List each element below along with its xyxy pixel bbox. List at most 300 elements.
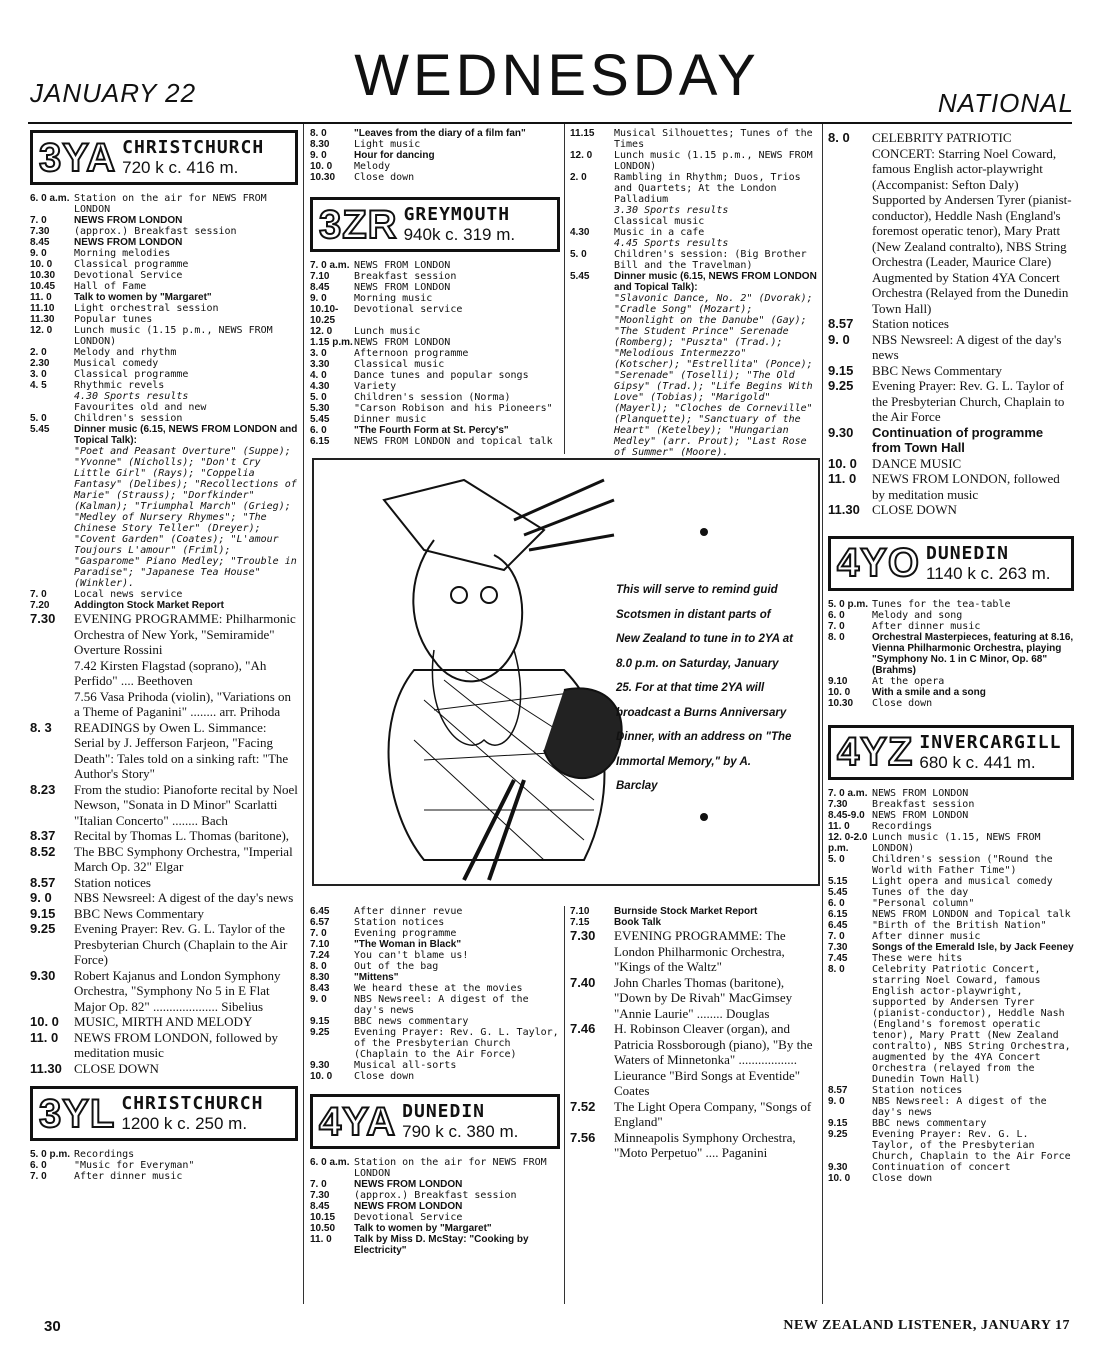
schedule-text: NEWS FROM LONDON [74, 215, 183, 226]
header-date: JANUARY 22 [30, 78, 197, 108]
schedule-item [30, 226, 298, 237]
schedule-text: Musical all-sorts [354, 1060, 457, 1071]
schedule-text: Hall of Fame [74, 281, 147, 292]
schedule-item [828, 1129, 1074, 1162]
schedule-item [30, 611, 298, 658]
schedule-item [570, 917, 818, 928]
schedule-time: 8.57 [828, 316, 854, 331]
schedule-item [570, 227, 818, 238]
schedule-text: After dinner music [872, 620, 981, 632]
schedule-item [570, 150, 818, 172]
schedule-item [570, 928, 818, 975]
schedule-list [570, 928, 818, 1161]
schedule-text: CELEBRITY PATRIOTIC CONCERT: Starring Noel Coward, famous English actor-playwright (Accompanist: Sefton Daly) Supported by Andersen Tyrer (pianist-conductor), Heddle Nash (England's foremost operatic tenor), Mary Pratt (New Zealand contralto), NBS String Orchestra (Leader, Maurice Clare) Augmented by Station 4YA Concert Orchestra (Relayed from the Dunedin Town Hall) [872, 130, 1072, 316]
schedule-text: "Birth of the British Nation" [872, 919, 1047, 931]
schedule-text: Recordings [74, 1149, 135, 1160]
schedule-item [30, 413, 298, 424]
schedule-item [828, 1173, 1074, 1184]
schedule-text: Celebrity Patriotic Concert, starring Noel Coward, famous English actor-playwright, supported by Andersen Tyrer (pianist-conductor), Heddle Nash (England's foremost operatic tenor), Mary Pratt (New Zealand contralto), NBS String Orchestra, augmented by the 4YA Concert Orchestra (relayed from the Dunedin Town Hall) [872, 963, 1071, 1085]
schedule-item [310, 972, 560, 983]
schedule-text: EVENING PROGRAMME: Philharmonic Orchestra of New York, "Semiramide" Overture Rossini [74, 611, 296, 657]
schedule-time: 11. 0 [310, 1234, 332, 1245]
schedule-text: Close down [354, 1071, 415, 1082]
schedule-item [30, 369, 298, 380]
station-frequency: 1140 k c. 263 m. [926, 563, 1051, 583]
schedule-text: Melody and song [872, 609, 963, 621]
schedule-text: Station notices [872, 1084, 963, 1096]
schedule-text: Melody [354, 161, 391, 172]
schedule-item [828, 876, 1074, 887]
schedule-time: 7. 0 [828, 930, 845, 942]
schedule-item [30, 600, 298, 611]
schedule-item [570, 1021, 818, 1099]
schedule-item [30, 589, 298, 600]
schedule-text: Out of the bag [354, 961, 439, 972]
schedule-text: Songs of the Emerald Isle, by Jack Feeney [872, 941, 1074, 953]
schedule-item [310, 1190, 560, 1201]
schedule-text: Dinner music (6.15, NEWS FROM LONDON and Topical Talk): [614, 271, 817, 293]
schedule-time: 8.52 [30, 843, 56, 859]
schedule-text: Morning melodies [74, 248, 171, 259]
schedule-time: 8.23 [30, 781, 56, 797]
schedule-item [30, 303, 298, 314]
schedule-time: 7. 0 [30, 1171, 47, 1182]
schedule-item [30, 689, 298, 720]
header-edition: NATIONAL [937, 88, 1074, 118]
schedule-item [30, 921, 298, 968]
schedule-text: Children's session [74, 413, 183, 424]
schedule-time: 9.25 [310, 1027, 330, 1038]
schedule-time: 5. 0 [30, 413, 47, 424]
schedule-text: Tunes for the tea-table [872, 598, 1011, 610]
schedule-text: Lunch music (1.15 p.m., NEWS FROM LONDON) [74, 325, 273, 347]
schedule-item [310, 906, 560, 917]
schedule-time: 7. 0 [828, 620, 845, 632]
schedule-item [828, 810, 1074, 821]
schedule-time: 7.30 [828, 941, 848, 953]
schedule-time: 10.50 [310, 1223, 336, 1234]
schedule-item [310, 161, 560, 172]
schedule-item [30, 890, 298, 906]
schedule-item [828, 942, 1074, 953]
schedule-item [310, 1212, 560, 1223]
schedule-item [30, 1061, 298, 1077]
schedule-text: NEWS FROM LONDON and topical talk [354, 436, 553, 447]
schedule-item [310, 359, 560, 370]
schedule-time: 6. 0 a.m. [30, 193, 70, 204]
schedule-time: 8. 0 [310, 128, 327, 139]
schedule-time: 7.30 [828, 798, 848, 810]
schedule-time: 3. 0 [30, 369, 47, 380]
schedule-text: Recordings [872, 820, 933, 832]
schedule-text: "Personal column" [872, 897, 975, 909]
schedule-time: 9. 0 [310, 293, 327, 304]
schedule-item [310, 1071, 560, 1082]
schedule-text: BBC News Commentary [74, 905, 204, 921]
publication-line: NEW ZEALAND LISTENER, JANUARY 17 [783, 1318, 1070, 1333]
schedule-list [570, 128, 818, 469]
schedule-time: 11. 0 [828, 820, 850, 832]
schedule-list [828, 788, 1074, 1184]
schedule-item [310, 983, 560, 994]
schedule-list [30, 193, 298, 611]
schedule-time: 11.10 [30, 303, 55, 314]
schedule-text: Light opera and musical comedy [872, 875, 1053, 887]
schedule-item [30, 875, 298, 891]
schedule-item [570, 205, 818, 216]
schedule-text: READINGS by Owen L. Simmance: Serial by J. Jefferson Farjeon, "Facing Death": Tales told on a sinking raft: "The Author's Story" [74, 719, 289, 781]
schedule-item [310, 271, 560, 282]
schedule-time: 7.45 [828, 952, 848, 964]
schedule-time: 10. 0 [310, 161, 333, 172]
schedule-text: 3.30 Sports results [614, 205, 729, 216]
schedule-text: "Poet and Peasant Overture" (Suppe); "Yvonne" (Nicholls); "Don't Cry Little Girl" (Rays); "Coppelia Fantasy" (Delibes); "Recollections of Marie" (Strauss); "Dorfkinder" (Kalman); "Triumphal March" (Grieg); "Medley of Nursery Rhymes"; "The Chinese Story Teller" (Dreyer); "Covent Garden" (Coates); "L'amour Toujours L'amour" (Friml); "Gasparome" Piano Medley; "Trouble in Paradise"; "Japanese Tea House" (Winkler). [74, 446, 297, 589]
schedule-time: 6. 0 [30, 1160, 47, 1171]
schedule-time: 7.10 [310, 271, 330, 282]
schedule-item [570, 1130, 818, 1161]
schedule-time [30, 689, 74, 720]
station-box-4yo [828, 536, 1074, 591]
schedule-text: Children's session ("Round the World with Father Time") [872, 853, 1053, 876]
schedule-item [310, 1060, 560, 1071]
schedule-time: 8.45 [30, 237, 50, 248]
schedule-time: 12. 0 [30, 325, 53, 336]
schedule-text: Continuation of concert [872, 1161, 1011, 1173]
page-number: 30 [44, 1318, 61, 1335]
schedule-time: 5.45 [30, 424, 50, 435]
schedule-item [310, 917, 560, 928]
schedule-text: CLOSE DOWN [872, 502, 957, 517]
schedule-time: 8. 0 [828, 631, 845, 643]
schedule-time: 12. 0 [310, 326, 333, 337]
schedule-text: Robert Kajanus and London Symphony Orchestra, "Symphony No 5 in E Flat Major Op. 82" .................... Sibelius [74, 967, 281, 1014]
schedule-item [310, 293, 560, 304]
schedule-time: 10.10-10.25 [310, 304, 339, 326]
station-city: GREYMOUTH [403, 204, 511, 225]
schedule-time: 8.30 [310, 972, 330, 983]
schedule-time: 7. 0 [30, 589, 47, 600]
schedule-time [30, 402, 74, 413]
schedule-time: 4. 5 [30, 380, 47, 391]
schedule-item [828, 953, 1074, 964]
schedule-time: 10.30 [30, 270, 56, 281]
schedule-time: 2. 0 [570, 172, 587, 183]
schedule-item [310, 1027, 560, 1060]
schedule-list [310, 128, 560, 183]
schedule-item [30, 1149, 298, 1160]
schedule-time: 7. 0 [30, 215, 47, 226]
schedule-time: 9. 0 [828, 1095, 845, 1107]
schedule-text: At the opera [872, 675, 945, 687]
schedule-text: With a smile and a song [872, 686, 986, 698]
schedule-text: "Music for Everyman" [74, 1160, 195, 1171]
schedule-item [828, 854, 1074, 876]
schedule-list [310, 1157, 560, 1256]
schedule-item [30, 782, 298, 829]
schedule-item [30, 1030, 298, 1061]
schedule-time: 7.30 [570, 928, 596, 943]
schedule-time: 6.57 [310, 917, 330, 928]
station-frequency: 940k c. 319 m. [403, 225, 516, 244]
schedule-time: 6. 0 a.m. [310, 1157, 350, 1168]
schedule-time: 11. 0 [828, 471, 857, 486]
schedule-text: Lunch music (1.15 p.m., NEWS FROM LONDON) [614, 150, 813, 172]
schedule-text: Popular tunes [74, 314, 153, 325]
schedule-time: 7.40 [570, 974, 596, 990]
schedule-text: CLOSE DOWN [74, 1060, 159, 1076]
schedule-item [828, 1085, 1074, 1096]
schedule-item [30, 193, 298, 215]
schedule-item [828, 799, 1074, 810]
schedule-item [310, 928, 560, 939]
schedule-item [310, 381, 560, 392]
schedule-time: 9.15 [828, 362, 854, 378]
schedule-time [570, 205, 614, 216]
schedule-time: 7.10 [570, 906, 590, 917]
schedule-text: Close down [354, 172, 415, 183]
schedule-time: 3.30 [310, 359, 330, 370]
schedule-time: 7.30 [30, 611, 56, 626]
schedule-item [828, 621, 1074, 632]
schedule-time: 10. 0 [30, 259, 53, 270]
schedule-text: NBS Newsreel: A digest of the day's news [354, 994, 529, 1016]
schedule-item [310, 436, 560, 447]
schedule-time: 7.30 [30, 226, 50, 237]
schedule-item [310, 326, 560, 337]
schedule-item [310, 392, 560, 403]
schedule-time: 8.37 [30, 828, 56, 843]
schedule-list [30, 611, 298, 1076]
schedule-item [310, 1201, 560, 1212]
schedule-text: NBS Newsreel: A digest of the day's news [74, 890, 294, 905]
schedule-item [310, 370, 560, 381]
schedule-text: NEWS FROM LONDON and Topical talk [872, 908, 1071, 920]
schedule-text: Dinner music (6.15, NEWS FROM LONDON and Topical Talk): [74, 424, 298, 446]
schedule-time: 7.15 [570, 917, 590, 928]
schedule-text: NEWS FROM LONDON [74, 237, 183, 248]
schedule-text: Children's session (Norma) [354, 392, 511, 403]
schedule-item [828, 632, 1074, 676]
schedule-time: 10. 0 [828, 455, 857, 471]
schedule-text: Dance tunes and popular songs [354, 370, 529, 381]
schedule-text: 4.30 Sports results [74, 391, 189, 402]
schedule-text: DANCE MUSIC [872, 455, 962, 471]
schedule-text: Lunch music [354, 326, 421, 337]
schedule-text: Afternoon programme [354, 348, 469, 359]
schedule-time: 6.45 [310, 906, 330, 917]
schedule-item [310, 337, 560, 348]
schedule-item [828, 610, 1074, 621]
column-divider [564, 124, 565, 454]
schedule-time: 8. 0 [310, 961, 327, 972]
schedule-text: Light orchestral session [74, 303, 219, 314]
schedule-text: NEWS FROM LONDON [872, 809, 969, 821]
schedule-time: 9.10 [828, 675, 848, 687]
schedule-time: 4. 0 [310, 370, 327, 381]
schedule-item [828, 687, 1074, 698]
schedule-item [828, 1096, 1074, 1118]
schedule-time: 4.30 [570, 227, 590, 238]
schedule-time: 10.30 [310, 172, 336, 183]
schedule-time: 5. 0 [310, 392, 327, 403]
schedule-text: Evening Prayer: Rev. G. L. Taylor of the Presbyterian Church, Chaplain to the Air Force [872, 378, 1065, 424]
schedule-text: Addington Stock Market Report [74, 600, 225, 611]
schedule-item [30, 1160, 298, 1171]
schedule-item [828, 931, 1074, 942]
illustration-caption: This will serve to remind guid Scotsmen in distant parts of New Zealand to tune in to 2YA at 8.0 p.m. on Saturday, January 25. For at that time 2YA will broadcast a Burns Anniversary Dinner, with an address on "The Immortal Memory," by A. Barclay [616, 584, 793, 792]
station-city: CHRISTCHURCH [121, 1093, 264, 1114]
schedule-time [570, 216, 614, 227]
schedule-item [30, 1014, 298, 1030]
schedule-item [30, 844, 298, 875]
schedule-item [30, 248, 298, 259]
column-2-bottom [310, 906, 560, 1316]
schedule-time: 11.15 [570, 128, 595, 139]
schedule-item [570, 906, 818, 917]
schedule-item [30, 259, 298, 270]
schedule-item [30, 446, 298, 589]
schedule-time: 7.24 [310, 950, 330, 961]
schedule-text: 7.56 Vasa Prihoda (violin), "Variations on a Theme of Paganini" ........ arr. Prihoda [74, 688, 292, 719]
schedule-item [310, 414, 560, 425]
schedule-list [310, 260, 560, 447]
schedule-text: 7.42 Kirsten Flagstad (soprano), "Ah Perfido" .... Beethoven [74, 657, 267, 688]
schedule-time: 9. 0 [310, 150, 327, 161]
schedule-text: Hour for dancing [354, 150, 435, 161]
schedule-text: Local news service [74, 589, 183, 600]
schedule-text: Evening Prayer: Rev. G. L. Taylor, of the Presbyterian Church, Chaplain to the Air Force [872, 1128, 1071, 1162]
schedule-time: 10.45 [30, 281, 56, 292]
schedule-text: "Slavonic Dance, No. 2" (Dvorak); "Cradle Song" (Mozart); "Moonlight on the Danube" (Gay); "The Student Prince" Serenade (Romberg); "Puszta" (Trad.); "Melodious Intermezzo" (Kotscher); "Estrellita" (Ponce); "Serenade" (Toselli); "The Old Gipsy" (Trad.); "Life Begins With Love" (Tobias); "Marigold" (Mayerl); "Cloches de Corneville" (Planquette); "Sanctuary of the Heart" (Ketelbey); "Hungarian Medley" (arr. Prout); "Last Rose of Summer" (Moore). [614, 293, 813, 458]
schedule-time: 1.15 p.m. [310, 337, 353, 348]
schedule-text: Musical comedy [74, 358, 159, 369]
schedule-text: Tunes of the day [872, 886, 969, 898]
schedule-text: Classical programme [74, 259, 189, 270]
schedule-item [828, 502, 1074, 518]
schedule-item [30, 391, 298, 402]
schedule-item [310, 425, 560, 436]
schedule-item [828, 887, 1074, 898]
schedule-item [828, 920, 1074, 931]
schedule-text: The Light Opera Company, "Songs of England" [614, 1098, 812, 1129]
schedule-item [828, 130, 1074, 316]
schedule-item [570, 975, 818, 1022]
schedule-item [570, 172, 818, 205]
station-frequency: 680 k c. 441 m. [919, 752, 1036, 772]
schedule-text: Talk to women by "Margaret" [354, 1223, 492, 1234]
column-divider [564, 906, 565, 1304]
schedule-time: 6. 0 [310, 425, 327, 436]
schedule-time: 9. 0 [30, 890, 52, 905]
schedule-text: Orchestral Masterpieces, featuring at 8.16, Vienna Philharmonic Orchestra, playing "Symphony No. 1 in C Minor, Op. 68" (Brahms) [872, 631, 1074, 676]
schedule-time: 8.57 [828, 1084, 848, 1096]
schedule-time: 7. 0 a.m. [828, 787, 868, 799]
schedule-text: BBC news commentary [872, 1117, 987, 1129]
schedule-text: Book Talk [614, 917, 662, 928]
station-city: DUNEDIN [926, 542, 1009, 564]
schedule-list [310, 906, 560, 1082]
schedule-time: 2.30 [30, 358, 50, 369]
schedule-time: 4.30 [310, 381, 330, 392]
schedule-text: Station on the air for NEWS FROM LONDON [74, 193, 267, 215]
column-divider [822, 124, 823, 1304]
schedule-item [310, 139, 560, 150]
schedule-text: NBS Newsreel: A digest of the day's news [872, 1095, 1047, 1118]
schedule-item [828, 316, 1074, 332]
schedule-item [30, 968, 298, 1015]
schedule-text: NEWS FROM LONDON [354, 282, 451, 293]
column-3-bottom [570, 906, 818, 1316]
schedule-item [310, 961, 560, 972]
schedule-text: H. Robinson Cleaver (organ), and Patricia Rossborough (piano), "By the Waters of Minnetonka" .................. Lieurance "Bird Songs at Eventide" Coates [614, 1021, 813, 1098]
schedule-list [828, 599, 1074, 709]
schedule-item [570, 128, 818, 150]
schedule-text: Devotional Service [74, 270, 183, 281]
schedule-time: 3. 0 [310, 348, 327, 359]
schedule-item [310, 1223, 560, 1234]
header-rule [28, 122, 1072, 124]
schedule-text: Morning music [354, 293, 433, 304]
schedule-item [30, 402, 298, 413]
schedule-item [310, 282, 560, 293]
schedule-time: 10.30 [828, 697, 854, 709]
schedule-text: BBC news commentary [354, 1016, 469, 1027]
schedule-item [30, 270, 298, 281]
schedule-text: Children's session: (Big Brother Bill and the Travelman) [614, 249, 807, 271]
schedule-text: Station notices [354, 917, 445, 928]
schedule-item [828, 332, 1074, 363]
schedule-time: 9.30 [828, 1161, 848, 1173]
schedule-time [570, 293, 614, 458]
schedule-item [30, 380, 298, 391]
schedule-item [310, 260, 560, 271]
schedule-item [310, 1179, 560, 1190]
station-frequency: 720 k c. 416 m. [122, 158, 239, 177]
schedule-text: NEWS FROM LONDON [354, 337, 451, 348]
schedule-list [570, 906, 818, 928]
schedule-time: 7. 0 [310, 928, 327, 939]
schedule-item [310, 348, 560, 359]
schedule-item [570, 1099, 818, 1130]
schedule-text: Classical music [354, 359, 445, 370]
schedule-time: 11. 0 [30, 1029, 59, 1045]
column-1 [30, 126, 298, 1316]
schedule-time: 6. 0 [828, 609, 845, 621]
schedule-text: MUSIC, MIRTH AND MELODY [74, 1014, 253, 1029]
schedule-time: 7.56 [570, 1129, 596, 1145]
station-logo: 3YA [39, 135, 117, 180]
schedule-text: (approx.) Breakfast session [354, 1190, 517, 1201]
schedule-time: 5. 0 p.m. [828, 598, 869, 610]
schedule-item [828, 909, 1074, 920]
schedule-time: 9.25 [30, 921, 56, 936]
schedule-item [310, 950, 560, 961]
schedule-text: Rambling in Rhythm; Duos, Trios and Quartets; At the London Palladium [614, 172, 801, 205]
schedule-item [828, 788, 1074, 799]
schedule-time: 5.15 [828, 875, 848, 887]
schedule-time: 9.30 [30, 967, 56, 983]
schedule-text: Talk to women by "Margaret" [74, 292, 212, 303]
schedule-item [828, 378, 1074, 425]
schedule-time: 8.57 [30, 874, 56, 890]
schedule-text: Evening Prayer: Rev. G. L. Taylor of the Presbyterian Church (Chaplain to the Air Force) [74, 921, 288, 967]
schedule-text: After dinner revue [354, 906, 463, 917]
schedule-text: Minneapolis Symphony Orchestra, "Moto Perpetuo" .... Paganini [614, 1129, 796, 1160]
schedule-time: 2. 0 [30, 347, 47, 358]
schedule-text: Station notices [872, 316, 949, 331]
schedule-item [310, 1016, 560, 1027]
station-logo: 4YZ [837, 730, 914, 774]
